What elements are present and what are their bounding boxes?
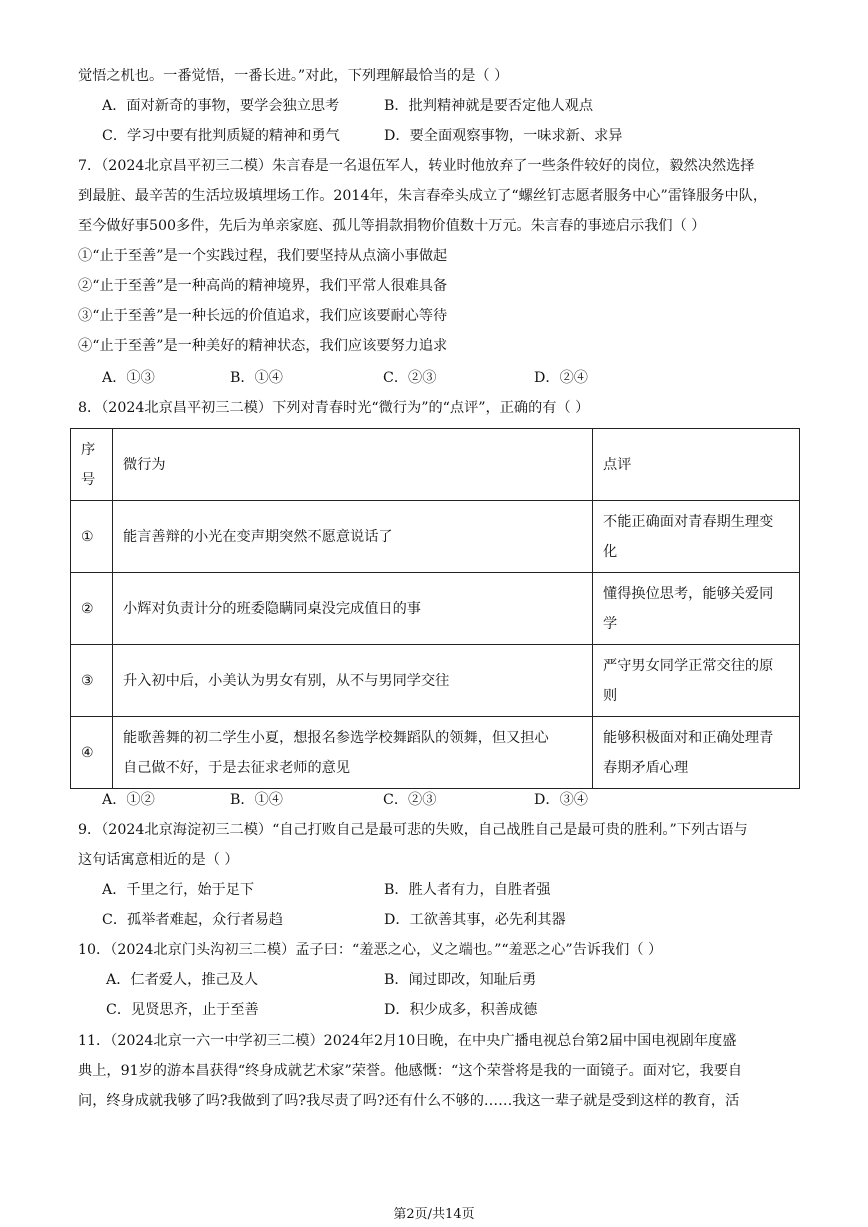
table-row [71,645,800,717]
q10-option-a: A．仁者爱人，推己及人 [106,972,259,988]
row-behavior-line1: 能歌善舞的初二学生小夏，想报名参选学校舞蹈队的领舞，但又担心 [123,729,549,746]
row-number: ① [71,501,113,573]
q9-stem-line2: 这句话寓意相近的是（ ） [78,852,239,868]
header-number-line1: 序 [81,441,96,458]
header-number-line2: 号 [81,471,96,488]
q7-option-a: A．①③ [102,370,155,386]
row-comment [593,645,800,717]
row-behavior: 小辉对负责计分的班委隐瞒同桌没完成值日的事 [113,573,593,645]
q8-table [70,428,800,789]
q9-option-a: A．千里之行，始于足下 [102,882,255,898]
q7-stem-line1: 7．（2024北京昌平初三二模）朱言春是一名退伍军人，转业时他放弃了一些条件较好的岗位，毅然决然选择 [78,158,755,174]
q6-option-d: D．要全面观察事物，一味求新、求异 [384,128,623,144]
q6-option-c: C．学习中要有批判质疑的精神和勇气 [102,128,340,144]
row-comment-line1: 不能正确面对青春期生理变 [603,513,774,530]
header-cell-number [71,429,113,501]
q11-stem-line1: 11．（2024北京一六一中学初三二模）2024年2月10日晚，在中央广播电视总台第2届中国电视剧年度盛 [78,1033,737,1049]
table-row [71,501,800,573]
q8-stem: 8．（2024北京昌平初三二模）下列对青春时光“微行为”的“点评”，正确的有（ ） [78,400,590,416]
q8-option-a: A．①② [102,792,155,808]
row-number: ② [71,573,113,645]
table-row [71,573,800,645]
row-number: ④ [71,717,113,789]
row-comment-line1: 严守男女同学正常交往的原 [603,657,774,674]
row-comment-line1: 能够积极面对和正确处理青 [603,729,774,746]
q7-item-2: ②“止于至善”是一种高尚的精神境界，我们平常人很难具备 [78,278,448,294]
row-behavior: 能言善辩的小光在变声期突然不愿意说话了 [113,501,593,573]
q6-stem-tail: 觉悟之机也。一番觉悟，一番长进。”对此，下列理解最恰当的是（ ） [78,68,509,84]
q8-option-d: D．③④ [534,792,588,808]
q9-option-b: B．胜人者有力，自胜者强 [384,882,551,898]
row-comment [593,717,800,789]
q6-option-b: B．批判精神就是要否定他人观点 [384,98,594,114]
q10-option-c: C．见贤思齐，止于至善 [106,1002,259,1018]
row-comment-line2: 春期矛盾心理 [603,759,689,776]
q10-option-b: B．闻过即改，知耻后勇 [384,972,537,988]
q8-option-c: C．②③ [383,792,437,808]
row-behavior-line2: 自己做不好，于是去征求老师的意见 [123,759,351,776]
q7-option-d: D．②④ [534,370,588,386]
table-row [71,717,800,789]
q10-stem: 10．（2024北京门头沟初三二模）孟子曰：“羞恶之心，义之端也。”“羞恶之心”告诉我们（ ） [78,942,663,958]
q7-stem-line3: 至今做好事500多件，先后为单亲家庭、孤儿等捐款捐物价值数十万元。朱言春的事迹启示我们（ ） [78,218,706,234]
q7-option-b: B．①④ [230,370,283,386]
q7-option-c: C．②③ [383,370,437,386]
q7-stem-line2: 到最脏、最辛苦的生活垃圾填埋场工作。2014年，朱言春牵头成立了“螺丝钉志愿者服务中心”雷锋服务中队， [78,188,768,204]
row-behavior: 升入初中后，小美认为男女有别，从不与男同学交往 [113,645,593,717]
row-comment [593,573,800,645]
table-header-row [71,429,800,501]
q7-item-4: ④“止于至善”是一种美好的精神状态，我们应该要努力追求 [78,338,448,354]
q11-stem-line2: 典上，91岁的游本昌获得“终身成就艺术家”荣誉。他感慨：“这个荣誉将是我的一面镜子。面对它，我要自 [78,1063,743,1079]
row-comment-line2: 化 [603,543,618,560]
q7-item-1: ①“止于至善”是一个实践过程，我们要坚持从点滴小事做起 [78,248,448,264]
row-comment-line1: 懂得换位思考，能够关爱同 [603,585,774,602]
row-behavior [113,717,593,789]
q11-stem-line3: 问，终身成就我够了吗?我做到了吗?我尽责了吗?还有什么不够的……我这一辈子就是受到这样的教育，活 [78,1093,740,1109]
row-number: ③ [71,645,113,717]
q9-option-d: D．工欲善其事，必先利其器 [384,912,566,928]
row-comment [593,501,800,573]
page-number-footer: 第2页/共14页 [393,1207,475,1222]
header-cell-comment: 点评 [593,429,800,501]
q9-stem-line1: 9．（2024北京海淀初三二模）“自己打败自己是最可悲的失败，自己战胜自己是最可贵的胜利。”下列古语与 [78,822,748,838]
q8-option-b: B．①④ [230,792,283,808]
row-comment-line2: 学 [603,615,618,632]
row-comment-line2: 则 [603,687,618,704]
q9-option-c: C．孤举者难起，众行者易趋 [102,912,284,928]
q6-option-a: A．面对新奇的事物，要学会独立思考 [102,98,340,114]
q10-option-d: D．积少成多，积善成德 [384,1002,538,1018]
q7-item-3: ③“止于至善”是一种长远的价值追求，我们应该要耐心等待 [78,308,448,324]
header-cell-behavior: 微行为 [113,429,593,501]
